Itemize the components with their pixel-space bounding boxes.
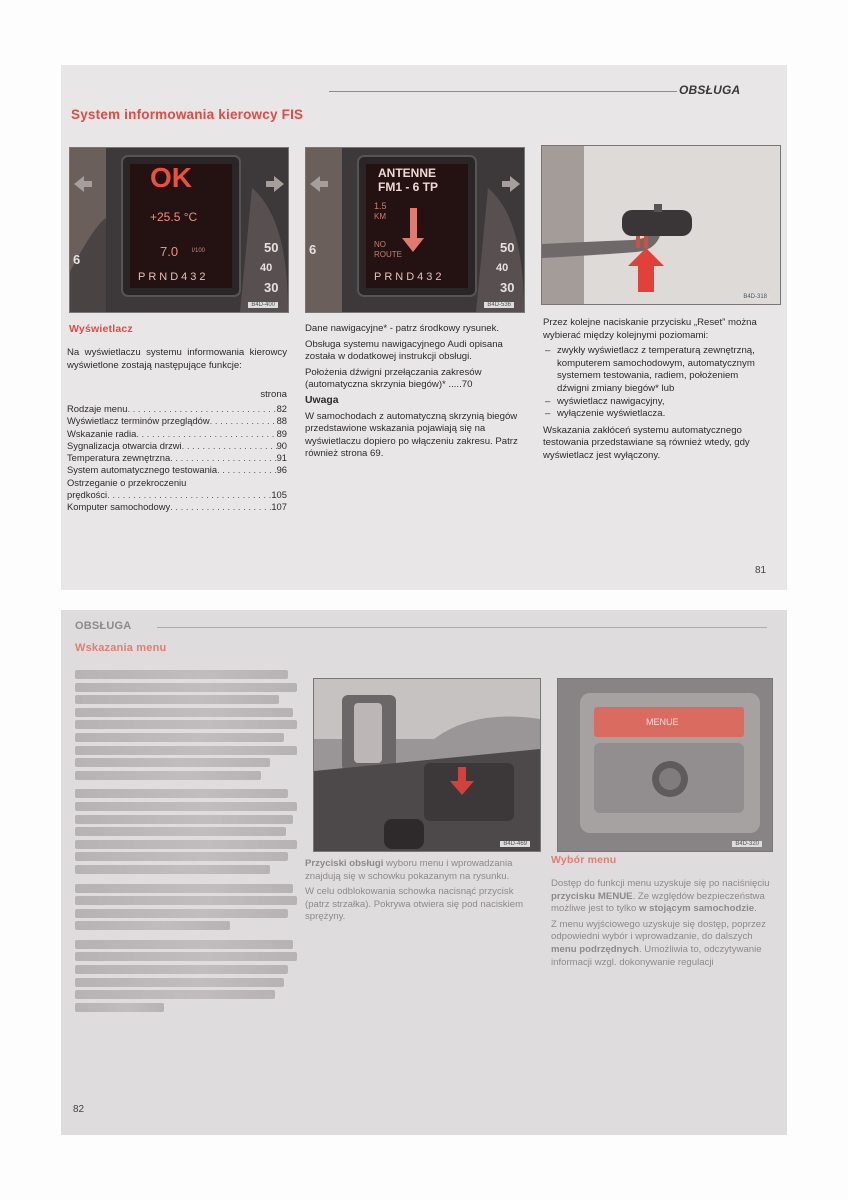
toc-row: [67, 464, 287, 476]
col2-paragraph: W celu odblokowania schowka nacisnąć przycisk (patrz strzałka). Pokrywa otwiera się pod naciskiem sprężyny.: [305, 886, 524, 923]
col3-text: [543, 317, 765, 466]
toc-page: 88: [276, 415, 287, 427]
toc-label: Wskazanie radia: [67, 427, 137, 439]
display-no: NO: [374, 240, 386, 249]
col2-bold-lead: Przyciski obsługi: [305, 858, 384, 869]
col2-paragraph: Dane nawigacyjne* - patrz środkowy rysunek.: [305, 323, 500, 334]
col2-paragraph: Obsługa systemu nawigacyjnego Audi opisana została w dodatkowej instrukcji obsługi.: [305, 338, 503, 363]
wiper-stalk-illustration: [542, 146, 780, 304]
col1-intro: Na wyświetlaczu systemu informowania kierowcy wyświetlone zostają następujące funkcje:: [67, 347, 287, 371]
photo-fis-display: [69, 147, 289, 313]
manual-page-82: [61, 610, 787, 1135]
col3-paragraph: Wskazania zakłóceń systemu automatycznego testowania przedstawiane są również wtedy, gdy wyświetlacz jest wyłączony.: [543, 424, 750, 461]
photo-tag: B4D-400: [248, 302, 278, 308]
menue-button-label: MENUE: [646, 717, 679, 727]
toc-page: 107: [271, 501, 287, 513]
toc-page: 90: [276, 439, 287, 451]
header-rule: [157, 627, 767, 628]
toc-row: [67, 415, 287, 427]
toc-row: [67, 501, 287, 513]
gauge-label-30: 30: [264, 280, 279, 295]
toc-page: 89: [276, 427, 287, 439]
toc-row: [67, 452, 287, 464]
col2-paragraph: Położenia dźwigni przełączania zakresów (automatyczna skrzynia biegów)* .....70: [305, 366, 482, 391]
gauge-label-left: 6: [73, 252, 81, 267]
photo-reset-stalk: [541, 145, 781, 305]
photo-menue-button: [557, 678, 773, 852]
text-run-bold: w stojącym samochodzie: [638, 903, 755, 915]
console-illustration: [314, 679, 540, 851]
toc-list: [67, 403, 287, 514]
col3-text: [551, 878, 773, 972]
display-fm-station: FM1 - 6 TP: [378, 180, 439, 194]
list-item: – zwykły wyświetlacz z temperaturą zewnętrzną, komputerem samochodowym, automatycznym systemem testowania, radiem, położeniem dźwigni zmiany biegów* lub: [543, 345, 765, 395]
gauge-label-50: 50: [264, 240, 279, 255]
page-number: 81: [755, 565, 767, 576]
list-item: – wyłączenie wyświetlacza.: [543, 408, 765, 421]
col2-text: [305, 323, 525, 464]
col2-text-rest: wyboru menu i wprowadzania znajdują się w schowku pokazanym na rysunku.: [305, 858, 513, 882]
toc-row: [67, 403, 287, 415]
manual-page-81: [61, 65, 787, 590]
display-route: ROUTE: [374, 250, 402, 259]
display-gear-indicator: PRND432: [374, 271, 445, 283]
display-consumption-unit: l/100: [192, 248, 206, 254]
toc-page: 105: [271, 489, 287, 501]
col3-paragraph: Przez kolejne naciskanie przycisku „Reset” można wybierać między kolejnymi poziomami:: [543, 317, 757, 341]
toc-label: Temperatura zewnętrzna: [67, 452, 171, 464]
text-run: . Umożliwia to, odczytywanie informacji wzgl. dokonywanie regulacji: [551, 943, 762, 968]
toc-row: [67, 489, 287, 501]
page-number: 82: [73, 1104, 85, 1115]
display-gear-indicator: PRND432: [138, 271, 209, 283]
photo-tag: B4D-318: [740, 294, 770, 300]
text-run-bold: przycisku MENUE: [551, 890, 633, 902]
text-run-bold: menu podrzędnych: [551, 943, 639, 955]
col3-paragraph: [551, 919, 773, 969]
page-header: OBSŁUGA: [679, 83, 741, 97]
toc-strona-label: strona: [260, 389, 287, 400]
header-rule: [329, 91, 677, 92]
display-distance-unit: KM: [374, 212, 386, 221]
toc-page: 82: [276, 403, 287, 414]
toc-row: [67, 440, 287, 452]
gauge-label-50: 50: [500, 240, 515, 255]
toc-label: Ostrzeganie o przekroczeniu: [67, 476, 187, 488]
display-temperature: +25.5 °C: [150, 210, 198, 224]
toc-row: [67, 428, 287, 440]
col2-paragraph: [305, 858, 531, 883]
display-distance: 1.5: [374, 201, 387, 211]
col2-text: [305, 858, 531, 927]
text-run: . Ze względów bezpieczeństwa możliwe jest to tylko: [551, 890, 765, 915]
toc-page: 96: [276, 464, 287, 476]
toc-page: 91: [276, 452, 287, 464]
reset-levels-list: [543, 345, 765, 421]
col2-note-heading: Uwaga: [305, 394, 339, 406]
menue-panel-illustration: [558, 679, 772, 851]
toc-row: [67, 477, 287, 489]
gauge-label-left: 6: [309, 242, 317, 257]
list-item: – wyświetlacz nawigacyjny,: [543, 396, 765, 409]
section-title: Wskazania menu: [75, 642, 167, 654]
col3-heading: Wybór menu: [551, 854, 617, 866]
photo-tag: B4D-469: [500, 841, 530, 847]
gauge-label-30: 30: [500, 280, 515, 295]
gauge-label-40: 40: [260, 262, 273, 274]
gauge-label-40: 40: [496, 262, 509, 274]
col2-paragraph: W samochodach z automatyczną skrzynią biegów przedstawione wskazania pojawiają się na wyświetlaczu dopiero po włączeniu zakresu. Patrz również strona 69.: [305, 410, 518, 460]
col1-blurred-text: [75, 670, 297, 1015]
page-header: OBSŁUGA: [75, 620, 132, 632]
toc-label: prędkości: [67, 489, 108, 501]
photo-storage-compartment: [313, 678, 541, 852]
toc-label: Komputer samochodowy: [67, 501, 171, 513]
display-antenne: ANTENNE: [378, 166, 437, 180]
text-run: Dostęp do funkcji menu uzyskuje się po naciśnięciu: [551, 878, 770, 889]
photo-tag: B4D-320: [732, 841, 762, 847]
display-ok-text: OK: [150, 162, 192, 193]
col1-heading: Wyświetlacz: [69, 323, 133, 335]
col3-paragraph: [551, 878, 773, 916]
text-run: .: [754, 903, 757, 915]
section-title: System informowania kierowcy FIS: [71, 107, 304, 122]
text-run: Z menu wyjściowego uzyskuje się dostęp, poprzez odpowiedni wybór i wprowadzanie, do dalszych: [551, 918, 766, 943]
toc-label: System automatycznego testowania: [67, 464, 218, 476]
photo-tag: B4D-536: [484, 302, 514, 308]
display-consumption: 7.0: [160, 244, 179, 259]
toc-label: Rodzaje menu: [67, 403, 128, 414]
toc-label: Sygnalizacja otwarcia drzwi: [67, 439, 182, 451]
toc-label: Wyświetlacz terminów przeglądów: [67, 415, 210, 427]
photo-navigation-display: [305, 147, 525, 313]
